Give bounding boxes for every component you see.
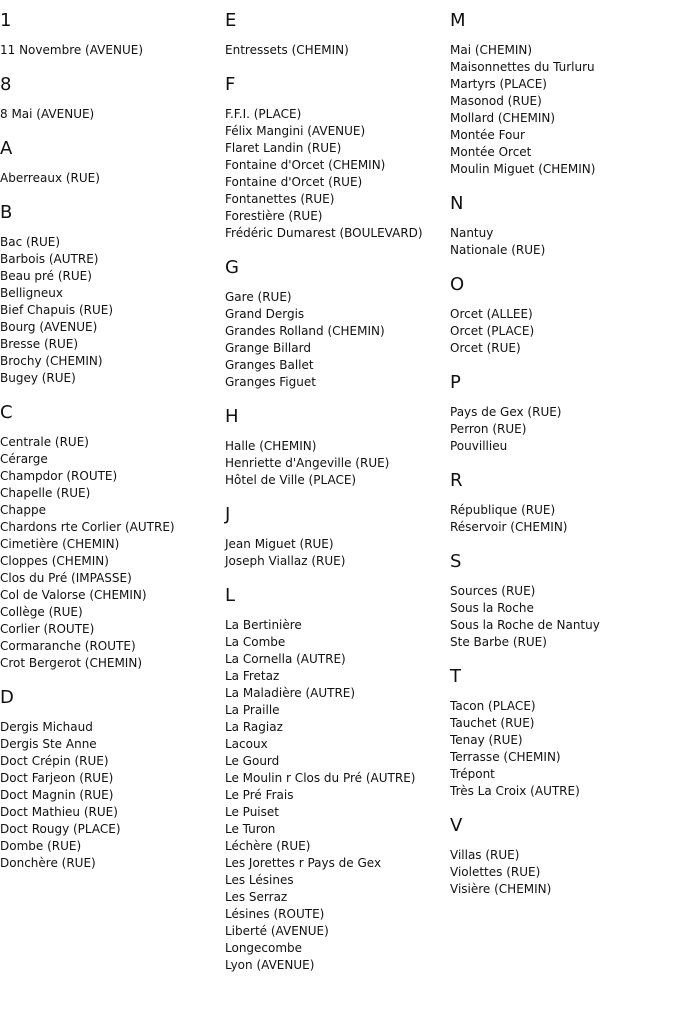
- letter-group: [0, 74, 225, 123]
- street-item: Dergis Michaud: [0, 720, 93, 734]
- street-item: Bief Chapuis (RUE): [0, 303, 114, 317]
- street-item: Beau pré (RUE): [0, 269, 92, 283]
- letter-heading: O: [450, 274, 465, 295]
- street-item: République (RUE): [450, 503, 556, 517]
- street-item: Doct Farjeon (RUE): [0, 771, 114, 785]
- street-list: [225, 617, 450, 974]
- letter-heading: R: [450, 470, 463, 491]
- street-item: La Combe: [225, 635, 286, 649]
- street-list: [450, 404, 675, 455]
- street-item: Cloppes (CHEMIN): [0, 554, 109, 568]
- street-column-3: [450, 10, 675, 913]
- letter-heading: E: [225, 10, 237, 31]
- street-item: Longecombe: [225, 941, 303, 955]
- letter-heading: V: [450, 815, 463, 836]
- street-item: Montée Four: [450, 128, 525, 142]
- letter-group: [0, 10, 225, 59]
- street-item: F.F.I. (PLACE): [225, 107, 302, 121]
- street-item: Bresse (RUE): [0, 337, 79, 351]
- street-item: Sous la Roche: [450, 601, 534, 615]
- street-list: [450, 306, 675, 357]
- street-item: Grandes Rolland (CHEMIN): [225, 324, 385, 338]
- street-item: Collège (RUE): [0, 605, 83, 619]
- letter-heading: G: [225, 257, 239, 278]
- letter-group: [225, 74, 450, 242]
- street-item: Tacon (PLACE): [450, 699, 536, 713]
- letter-group: [225, 585, 450, 974]
- letter-group: [450, 551, 675, 651]
- street-item: Le Puiset: [225, 805, 279, 819]
- street-item: Les Lésines: [225, 873, 294, 887]
- street-list: [225, 289, 450, 391]
- letter-group: [450, 372, 675, 455]
- letter-group: [225, 406, 450, 489]
- street-item: Frédéric Dumarest (BOULEVARD): [225, 226, 423, 240]
- street-item: Maisonnettes du Turluru: [450, 60, 595, 74]
- street-item: Le Turon: [225, 822, 276, 836]
- letter-heading: F: [225, 74, 236, 95]
- street-list: [0, 234, 225, 387]
- street-item: Sous la Roche de Nantuy: [450, 618, 600, 632]
- street-list: [225, 438, 450, 489]
- street-item: Doct Crépin (RUE): [0, 754, 109, 768]
- street-item: Violettes (RUE): [450, 865, 541, 879]
- street-item: Liberté (AVENUE): [225, 924, 329, 938]
- street-column-2: [225, 10, 450, 989]
- letter-group: [0, 138, 225, 187]
- street-list: [225, 42, 450, 59]
- street-item: Nantuy: [450, 226, 494, 240]
- street-item: Réservoir (CHEMIN): [450, 520, 568, 534]
- street-item: 8 Mai (AVENUE): [0, 107, 95, 121]
- street-item: Tenay (RUE): [450, 733, 523, 747]
- letter-heading: N: [450, 193, 464, 214]
- street-item: Joseph Viallaz (RUE): [225, 554, 346, 568]
- letter-group: [0, 687, 225, 872]
- street-item: Pouvillieu: [450, 439, 508, 453]
- street-list: [0, 42, 225, 59]
- street-item: Dergis Ste Anne: [0, 737, 97, 751]
- street-item: Lyon (AVENUE): [225, 958, 315, 972]
- street-item: Pays de Gex (RUE): [450, 405, 562, 419]
- street-item: Visière (CHEMIN): [450, 882, 552, 896]
- letter-group: [450, 274, 675, 357]
- street-item: Cimetière (CHEMIN): [0, 537, 120, 551]
- street-item: Montée Orcet: [450, 145, 532, 159]
- street-item: Grand Dergis: [225, 307, 305, 321]
- street-column-1: [0, 10, 225, 887]
- street-item: Granges Figuet: [225, 375, 316, 389]
- street-item: La Ragiaz: [225, 720, 283, 734]
- street-item: Léchère (RUE): [225, 839, 311, 853]
- letter-group: [450, 470, 675, 536]
- street-item: Col de Valorse (CHEMIN): [0, 588, 147, 602]
- street-list: [450, 698, 675, 800]
- letter-heading: C: [0, 402, 13, 423]
- street-item: La Maladière (AUTRE): [225, 686, 356, 700]
- street-item: Grange Billard: [225, 341, 311, 355]
- street-item: Chapelle (RUE): [0, 486, 91, 500]
- street-item: Félix Mangini (AVENUE): [225, 124, 366, 138]
- street-item: Crot Bergerot (CHEMIN): [0, 656, 142, 670]
- street-item: Centrale (RUE): [0, 435, 89, 449]
- street-item: Le Pré Frais: [225, 788, 294, 802]
- street-item: Villas (RUE): [450, 848, 520, 862]
- street-item: Doct Magnin (RUE): [0, 788, 114, 802]
- street-list: [0, 719, 225, 872]
- letter-group: [450, 815, 675, 898]
- street-item: Doct Rougy (PLACE): [0, 822, 121, 836]
- street-list: [450, 502, 675, 536]
- letter-group: [225, 10, 450, 59]
- street-item: Perron (RUE): [450, 422, 527, 436]
- letter-group: [450, 10, 675, 178]
- street-item: Jean Miguet (RUE): [225, 537, 334, 551]
- street-list: [450, 583, 675, 651]
- street-item: 11 Novembre (AVENUE): [0, 43, 143, 57]
- street-list: [450, 847, 675, 898]
- letter-heading: S: [450, 551, 462, 572]
- street-item: Belligneux: [0, 286, 63, 300]
- street-item: Bugey (RUE): [0, 371, 76, 385]
- street-item: Ste Barbe (RUE): [450, 635, 547, 649]
- letter-heading: 1: [0, 10, 12, 31]
- street-item: Halle (CHEMIN): [225, 439, 317, 453]
- street-item: Gare (RUE): [225, 290, 292, 304]
- street-item: Chappe: [0, 503, 46, 517]
- street-list: [450, 225, 675, 259]
- street-item: Fontaine d'Orcet (RUE): [225, 175, 363, 189]
- street-item: Trépont: [450, 767, 495, 781]
- street-item: Clos du Pré (IMPASSE): [0, 571, 132, 585]
- street-item: La Bertinière: [225, 618, 302, 632]
- street-item: Cormaranche (ROUTE): [0, 639, 136, 653]
- letter-group: [450, 666, 675, 800]
- street-item: Henriette d'Angeville (RUE): [225, 456, 390, 470]
- street-item: Hôtel de Ville (PLACE): [225, 473, 357, 487]
- street-item: Masonod (RUE): [450, 94, 542, 108]
- street-item: Fontanettes (RUE): [225, 192, 335, 206]
- letter-group: [0, 402, 225, 672]
- street-list: [225, 106, 450, 242]
- street-item: Forestière (RUE): [225, 209, 323, 223]
- street-item: Le Moulin r Clos du Pré (AUTRE): [225, 771, 416, 785]
- letter-heading: 8: [0, 74, 12, 95]
- street-item: La Fretaz: [225, 669, 280, 683]
- street-item: Doct Mathieu (RUE): [0, 805, 118, 819]
- letter-group: [0, 202, 225, 387]
- letter-heading: J: [225, 504, 231, 525]
- street-item: Orcet (ALLEE): [450, 307, 533, 321]
- letter-group: [450, 193, 675, 259]
- street-item: Brochy (CHEMIN): [0, 354, 103, 368]
- street-item: Lacoux: [225, 737, 268, 751]
- letter-heading: B: [0, 202, 13, 223]
- street-list: [225, 536, 450, 570]
- street-item: Entressets (CHEMIN): [225, 43, 349, 57]
- street-item: Champdor (ROUTE): [0, 469, 118, 483]
- letter-heading: M: [450, 10, 466, 31]
- letter-group: [225, 504, 450, 570]
- street-item: Orcet (RUE): [450, 341, 521, 355]
- street-item: Très La Croix (AUTRE): [450, 784, 580, 798]
- street-item: La Praille: [225, 703, 280, 717]
- street-item: Mollard (CHEMIN): [450, 111, 556, 125]
- street-item: Cérarge: [0, 452, 48, 466]
- letter-heading: P: [450, 372, 461, 393]
- street-item: Flaret Landin (RUE): [225, 141, 342, 155]
- street-item: Les Jorettes r Pays de Gex: [225, 856, 382, 870]
- street-list: [450, 42, 675, 178]
- street-item: Corlier (ROUTE): [0, 622, 95, 636]
- letter-heading: H: [225, 406, 239, 427]
- street-item: Bac (RUE): [0, 235, 61, 249]
- street-item: La Cornella (AUTRE): [225, 652, 346, 666]
- street-item: Les Serraz: [225, 890, 288, 904]
- letter-heading: A: [0, 138, 13, 159]
- street-item: Le Gourd: [225, 754, 280, 768]
- street-item: Chardons rte Corlier (AUTRE): [0, 520, 175, 534]
- street-item: Donchère (RUE): [0, 856, 96, 870]
- street-item: Moulin Miguet (CHEMIN): [450, 162, 596, 176]
- street-item: Dombe (RUE): [0, 839, 82, 853]
- street-item: Sources (RUE): [450, 584, 536, 598]
- letter-group: [225, 257, 450, 391]
- street-item: Nationale (RUE): [450, 243, 546, 257]
- street-item: Aberreaux (RUE): [0, 171, 100, 185]
- street-item: Terrasse (CHEMIN): [450, 750, 561, 764]
- street-list: [0, 434, 225, 672]
- letter-heading: D: [0, 687, 14, 708]
- street-item: Bourg (AVENUE): [0, 320, 98, 334]
- street-item: Martyrs (PLACE): [450, 77, 547, 91]
- street-item: Lésines (ROUTE): [225, 907, 325, 921]
- letter-heading: L: [225, 585, 236, 606]
- street-item: Mai (CHEMIN): [450, 43, 533, 57]
- street-item: Granges Ballet: [225, 358, 314, 372]
- street-item: Fontaine d'Orcet (CHEMIN): [225, 158, 386, 172]
- street-item: Tauchet (RUE): [450, 716, 535, 730]
- street-item: Orcet (PLACE): [450, 324, 535, 338]
- street-list: [0, 106, 225, 123]
- letter-heading: T: [450, 666, 461, 687]
- street-list: [0, 170, 225, 187]
- street-item: Barbois (AUTRE): [0, 252, 99, 266]
